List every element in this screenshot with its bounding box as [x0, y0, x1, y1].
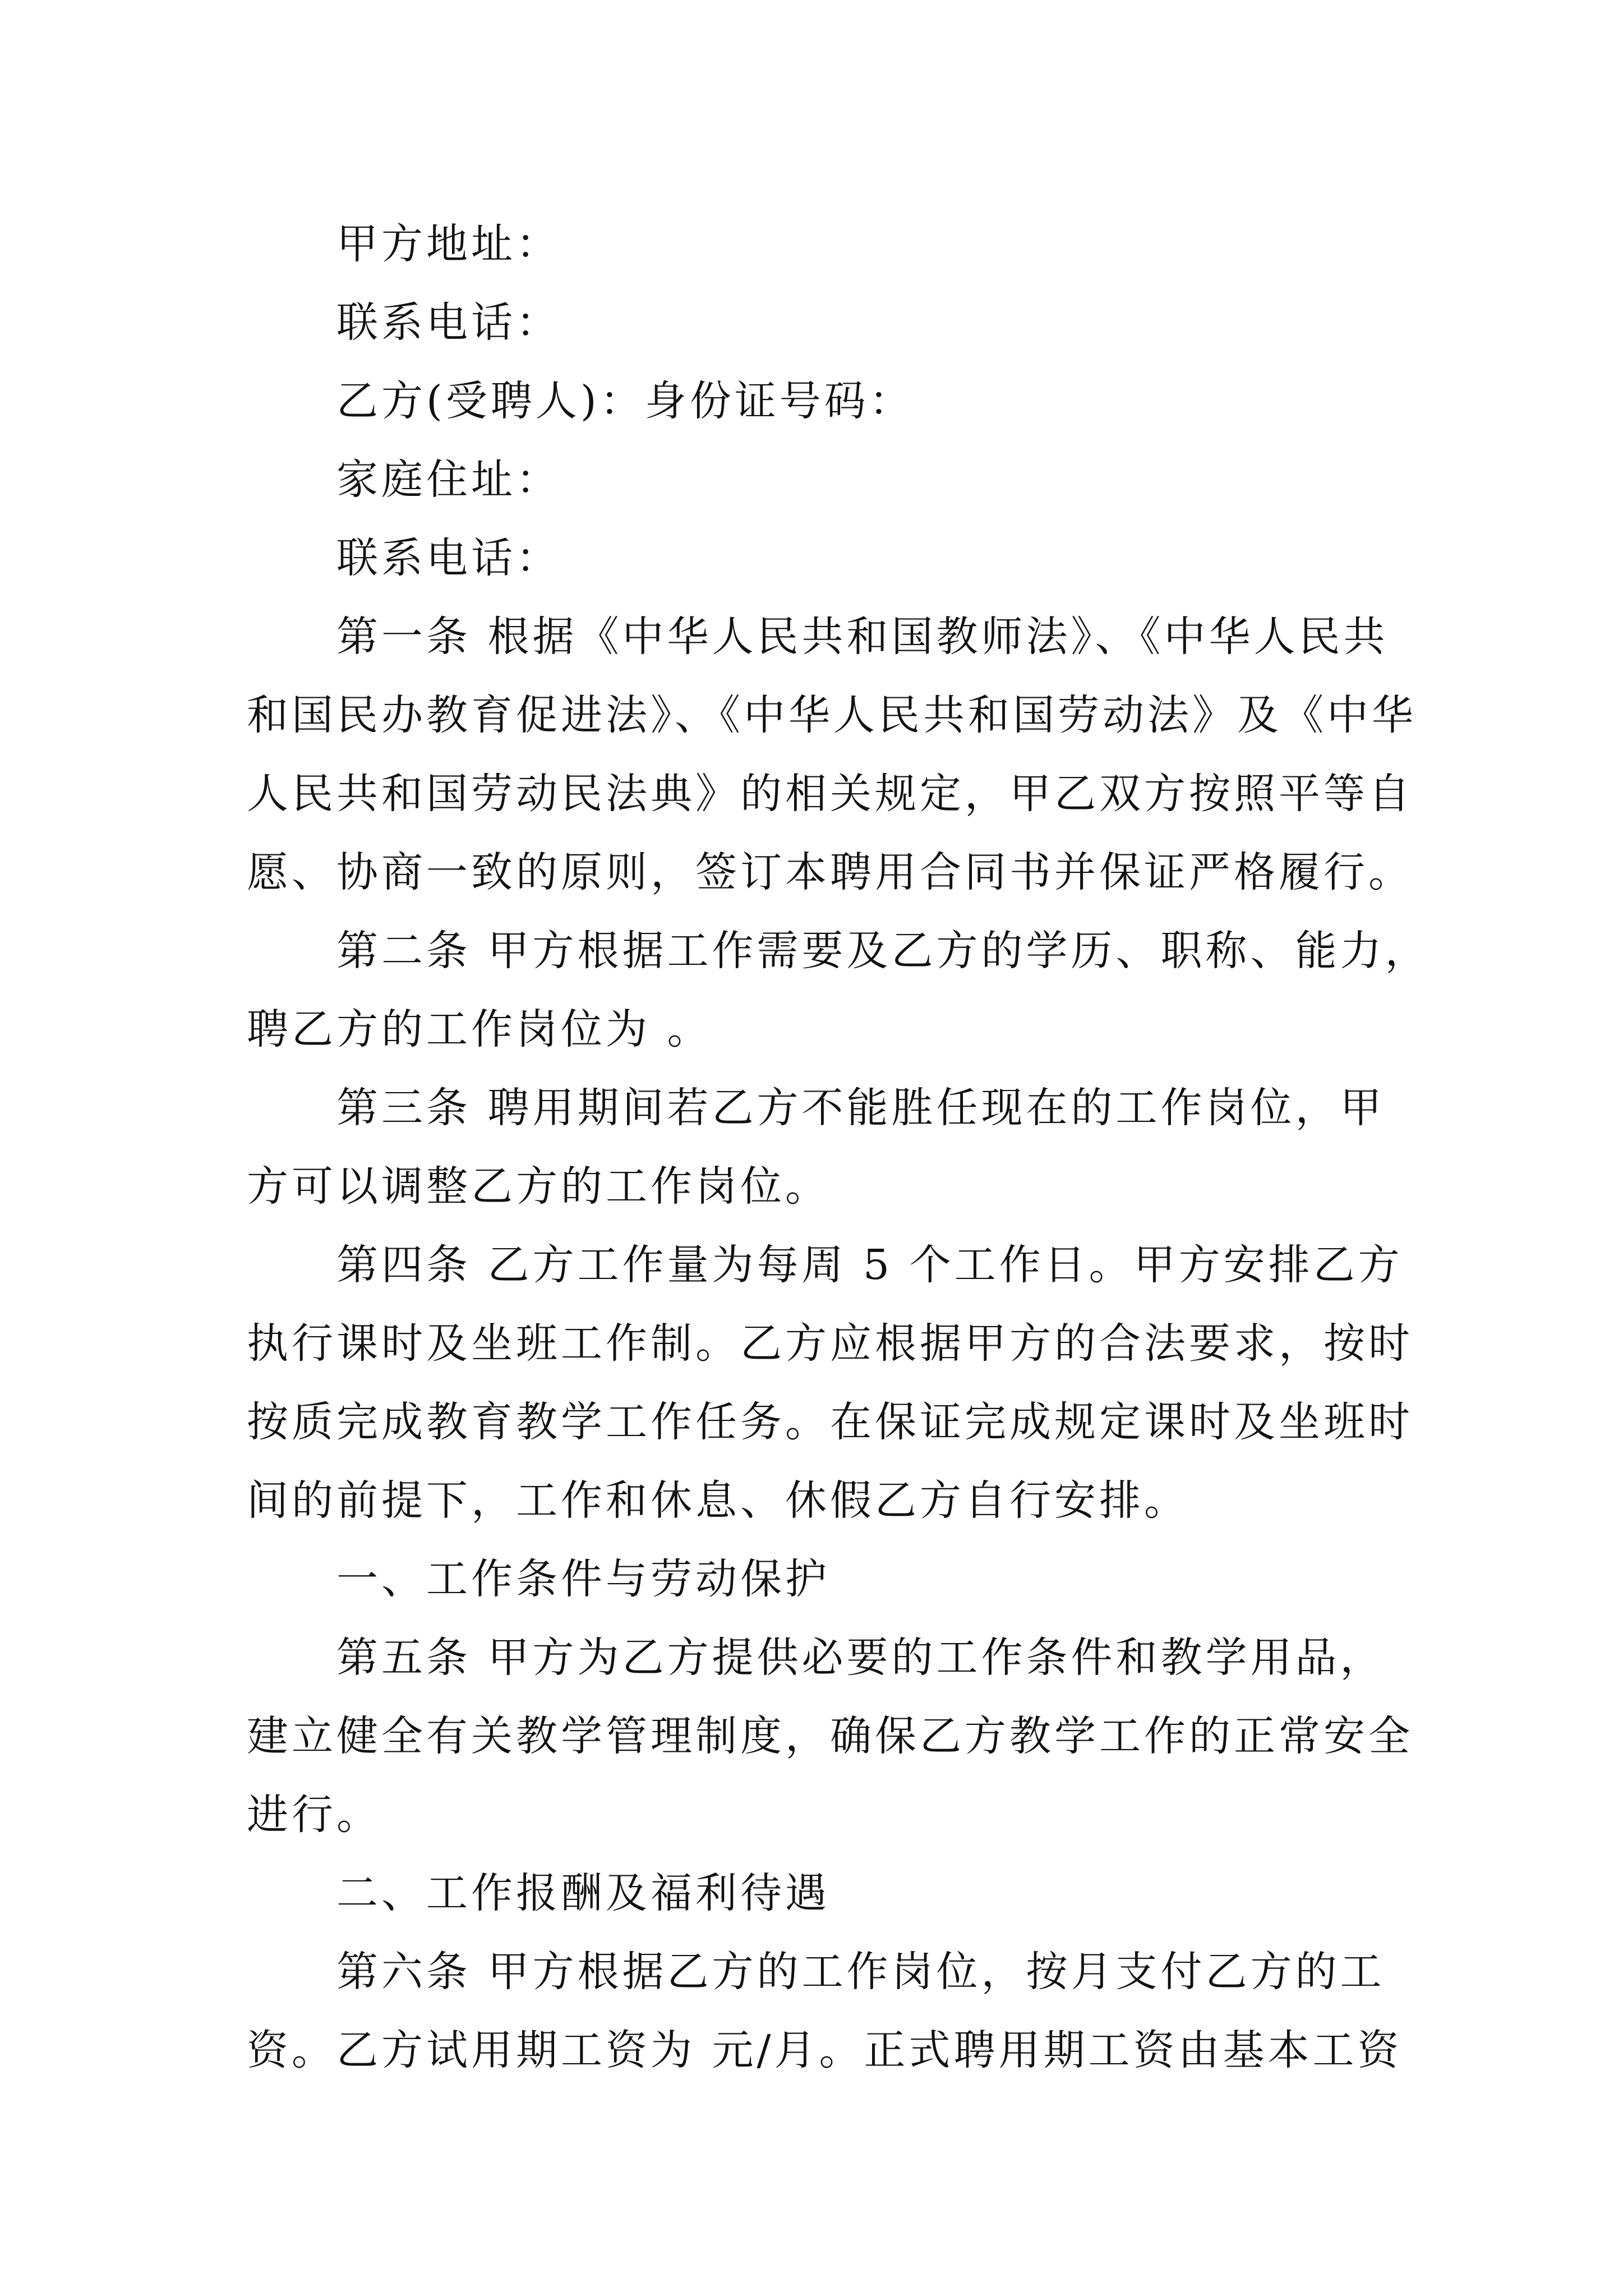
article-1-line-4: 愿、协商一致的原则，签订本聘用合同书并保证严格履行。: [247, 848, 1413, 896]
party-b-home-address-label: 家庭住址：: [336, 455, 561, 504]
article-4-line-1: 第四条 乙方工作量为每周 5 个工作日。甲方安排乙方: [336, 1241, 1403, 1289]
party-b-id-label: 乙方(受聘人)：身份证号码：: [336, 377, 914, 425]
party-a-address-label: 甲方地址：: [336, 220, 561, 268]
party-a-phone-label: 联系电话：: [336, 298, 561, 347]
document-body: [247, 205, 1430, 2090]
article-1-line-2: 和国民办教育促进法》、《中华人民共和国劳动法》及《中华: [247, 691, 1417, 739]
article-5-line-1: 第五条 甲方为乙方提供必要的工作条件和教学用品，: [336, 1634, 1385, 1682]
article-3-line-2: 方可以调整乙方的工作岗位。: [247, 1162, 830, 1211]
article-6-line-2: 资。乙方试用期工资为 元/月。正式聘用期工资由基本工资: [247, 2026, 1403, 2074]
article-4-line-4: 间的前提下，工作和休息、休假乙方自行安排。: [247, 1476, 1189, 1525]
article-2-line-1: 第二条 甲方根据工作需要及乙方的学历、职称、能力，: [336, 927, 1430, 975]
article-2-line-2: 聘乙方的工作岗位为 。: [247, 1005, 712, 1053]
section-1-heading: 一、工作条件与劳动保护: [336, 1555, 830, 1603]
article-3-line-1: 第三条 聘用期间若乙方不能胜任现在的工作岗位，甲: [336, 1084, 1385, 1132]
party-b-phone-label: 联系电话：: [336, 534, 561, 582]
article-1-line-1: 第一条 根据《中华人民共和国教师法》、《中华人民共: [336, 613, 1389, 661]
article-4-line-3: 按质完成教育教学工作任务。在保证完成规定课时及坐班时: [247, 1398, 1413, 1446]
article-6-line-1: 第六条 甲方根据乙方的工作岗位，按月支付乙方的工: [336, 1948, 1385, 1996]
section-2-heading: 二、工作报酬及福利待遇: [336, 1869, 830, 1917]
article-1-line-3: 人民共和国劳动民法典》的相关规定，甲乙双方按照平等自: [247, 770, 1413, 818]
article-5-line-3: 进行。: [247, 1791, 381, 1839]
article-5-line-2: 建立健全有关教学管理制度，确保乙方教学工作的正常安全: [247, 1712, 1413, 1760]
article-4-line-2: 执行课时及坐班工作制。乙方应根据甲方的合法要求，按时: [247, 1319, 1413, 1368]
